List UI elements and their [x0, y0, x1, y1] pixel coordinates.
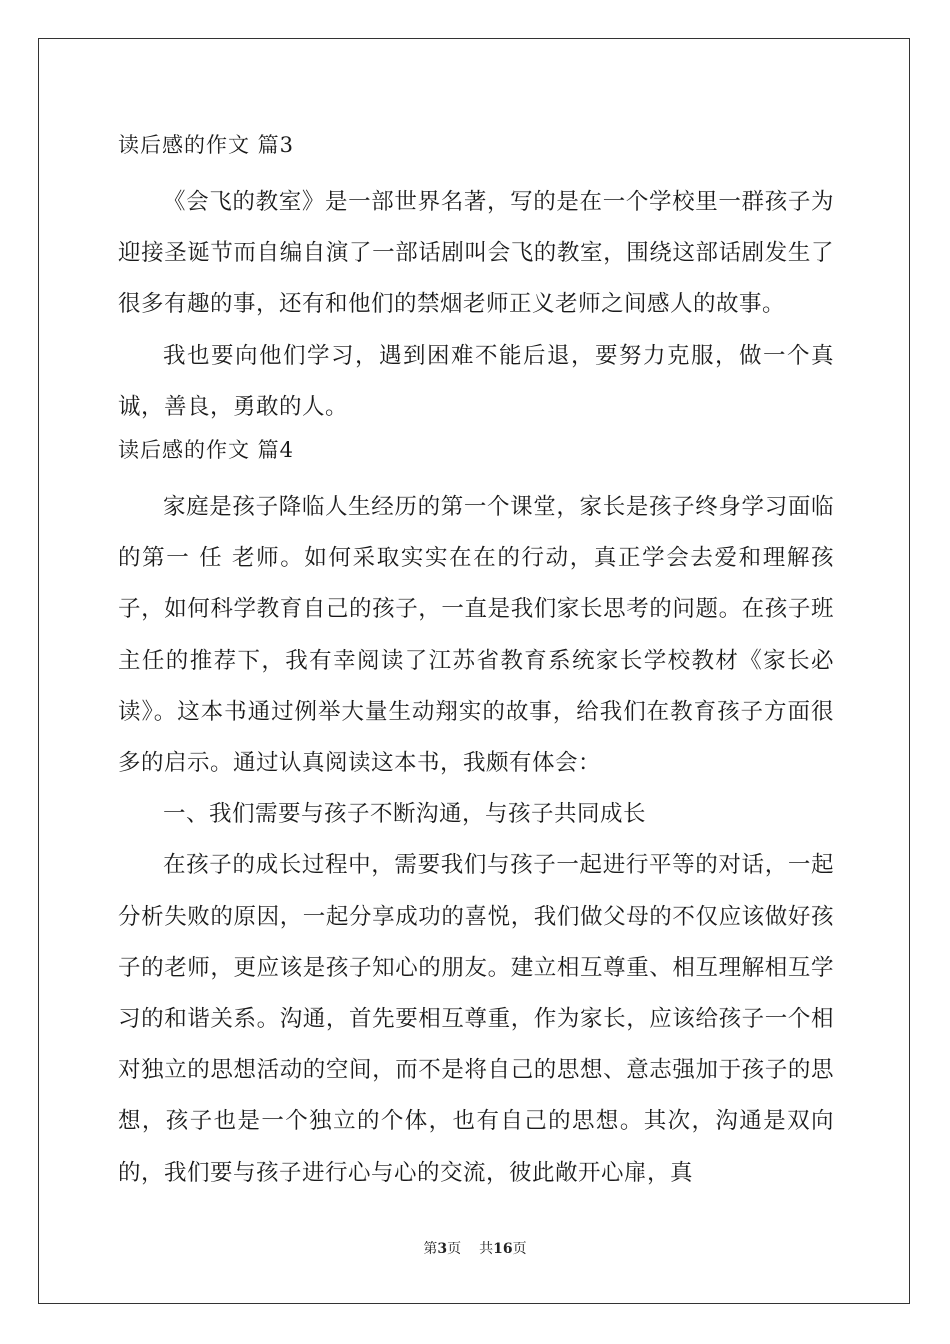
subheading-paragraph: 一、我们需要与孩子不断沟通，与孩子共同成长 [163, 801, 647, 828]
paragraph: 我也要向他们学习，遇到困难不能后退，要努力克服，做一个真诚，善良，勇敢的人。 [118, 342, 834, 420]
document-body [118, 128, 834, 1199]
section-heading-4: 读后感的作文 篇4 [118, 438, 295, 463]
section-heading-3: 读后感的作文 篇3 [118, 133, 295, 157]
page-current: 3 [437, 1241, 448, 1257]
paragraph: 在孩子的成长过程中，需要我们与孩子一起进行平等的对话，一起分析失败的原因，一起分享成功的喜悦，我们做父母的不仅应该做好孩子的老师，更应该是孩子知心的朋友。建立相互尊重、相互理解相互学习的和谐关系。沟通，首先要相互尊重，作为家长，应该给孩子一个相对独立的思想活动的空间，而不是将自己的思想、意志强加于孩子的思想，孩子也是一个独立的个体，也有自己的思想。其次，沟通是双向的，我们要与孩子进行心与心的交流，彼此敞开心扉，真 [118, 852, 834, 1186]
page-suffix: 页 [447, 1241, 462, 1257]
page-total: 16 [493, 1241, 513, 1257]
paragraph: 《会飞的教室》是一部世界名著，写的是在一个学校里一群孩子为迎接圣诞节而自编自演了一部话剧叫会飞的教室，围绕这部话剧发生了很多有趣的事，还有和他们的禁烟老师正义老师之间感人的故事。 [118, 189, 834, 318]
page-prefix: 第 [423, 1241, 438, 1257]
total-suffix: 页 [512, 1241, 527, 1257]
total-prefix: 共 [479, 1241, 494, 1257]
paragraph: 家庭是孩子降临人生经历的第一个课堂，家长是孩子终身学习面临的第一 任 老师。如何采取实实在在的行动，真正学会去爱和理解孩子，如何科学教育自己的孩子，一直是我们家长思考的问题。在孩子班主任的推荐下，我有幸阅读了江苏省教育系统家长学校教材《家长必读》。这本书通过例举大量生动翔实的故事，给我们在教育孩子方面很多的启示。通过认真阅读这本书，我颇有体会： [118, 494, 834, 777]
page-footer [0, 1238, 950, 1258]
